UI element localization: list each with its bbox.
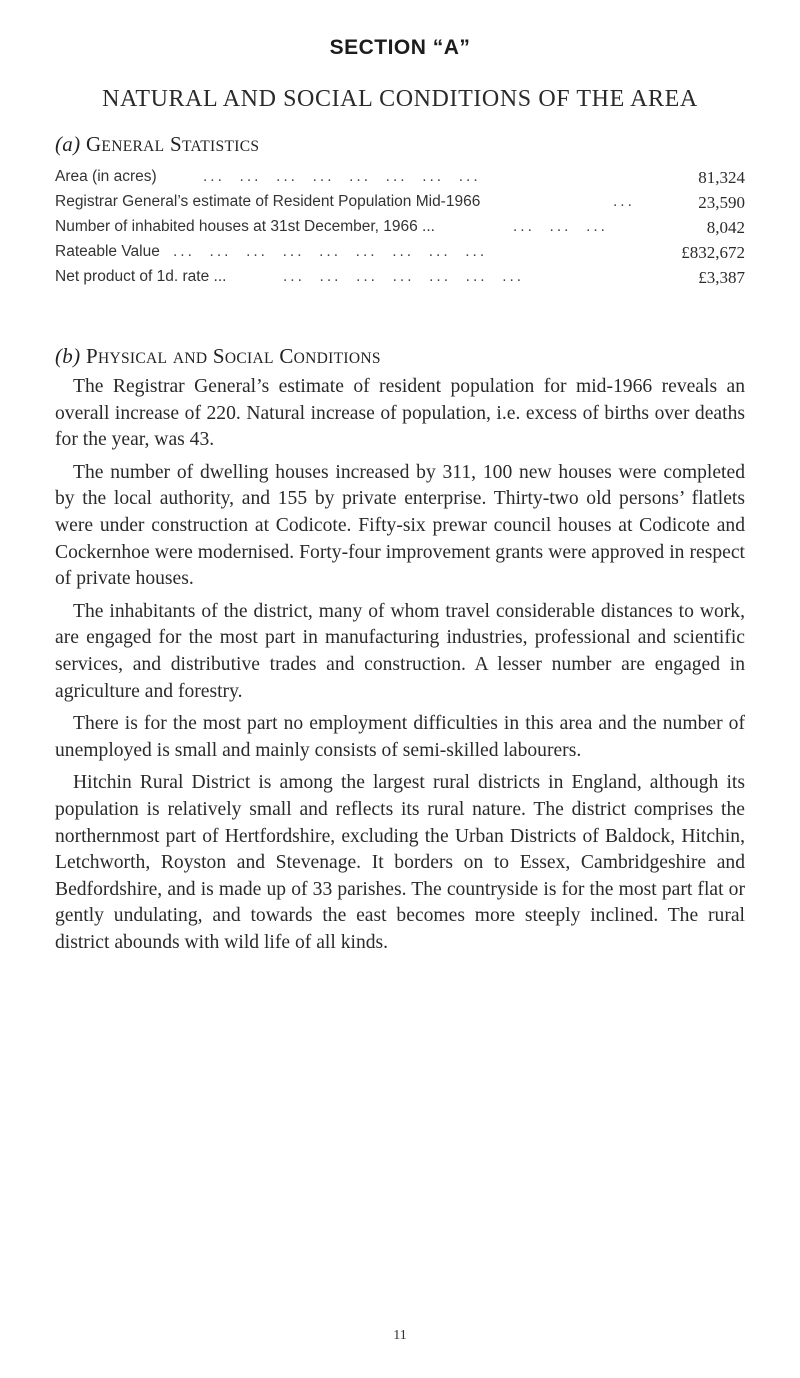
stat-row [55,168,745,193]
stat-label: Area (in acres) [55,168,157,185]
stat-row [55,193,745,218]
stat-value: 23,590 [698,193,745,212]
stat-label: Net product of 1d. rate ... [55,268,227,285]
stat-row [55,268,745,293]
paragraph-housing: The number of dwelling houses increased by 311, 100 new houses were completed by the local authority, and 155 by private enterprise. Thirty-two old persons’ flatlets were under construction at Codicote. Fifty-six prewar council houses at Codicote and Cockernhoe were modernised. Forty-four improvement grants were approved in respect of private houses. [55,461,745,590]
stat-row [55,218,745,243]
leader-dots: ... [613,193,635,210]
paragraph-employment-sectors: The inhabitants of the district, many of whom travel considerable distances to work, are engaged for the most part in manufacturing industries, professional and scientific services, and distributive trades and construction. A lesser number are engaged in agriculture and forestry. [55,600,745,702]
leader-dots: ... ... ... ... ... ... ... ... [203,168,481,185]
main-title: NATURAL AND SOCIAL CONDITIONS OF THE AREA [102,86,698,112]
stat-value: £3,387 [698,268,745,287]
stat-value: 81,324 [698,168,745,187]
general-statistics-heading [55,132,259,157]
physical-social-title: PHYSICAL AND SOCIAL CONDITIONS [85,344,381,368]
physical-social-heading [55,344,381,369]
stat-label: Registrar General’s estimate of Resident Population Mid-1966 [55,193,481,210]
general-statistics-marker: (a) [55,132,81,156]
stat-row [55,243,745,268]
section-title: SECTION “A” [329,36,471,59]
stat-value: £832,672 [681,243,745,262]
leader-dots: ... ... ... [513,218,608,235]
stat-label: Rateable Value [55,243,160,260]
stat-label: Number of inhabited houses at 31st December, 1966 ... [55,218,435,235]
leader-dots: ... ... ... ... ... ... ... ... ... [173,243,488,260]
leader-dots: ... ... ... ... ... ... ... [283,268,525,285]
statistics-table [55,168,745,293]
body-text [55,374,745,962]
stat-value: 8,042 [706,218,745,237]
paragraph-unemployment: There is for the most part no employment difficulties in this area and the number of unemployed is small and mainly consists of semi-skilled labourers. [55,713,745,761]
page-number: 11 [393,1328,407,1343]
paragraph-district-description: Hitchin Rural District is among the largest rural districts in England, although its population is relatively small and reflects its rural nature. The district comprises the northernmost part of Hertfordshire, excluding the Urban Districts of Baldock, Hitchin, Letchworth, Royston and Stevenage. It borders on to Essex, Cambridgeshire and Bedfordshire, and is made up of 33 parishes. The countryside is for the most part flat or gently undulating, and towards the east becomes more steeply inclined. The rural district abounds with wild life of all kinds. [55,772,745,953]
general-statistics-title: GENERAL STATISTICS [85,132,260,156]
physical-social-marker: (b) [55,344,81,368]
paragraph-population: The Registrar General’s estimate of resident population for mid-1966 reveals an overall increase of 220. Natural increase of population, i.e. excess of births over deaths for the year, was 43. [55,376,745,451]
